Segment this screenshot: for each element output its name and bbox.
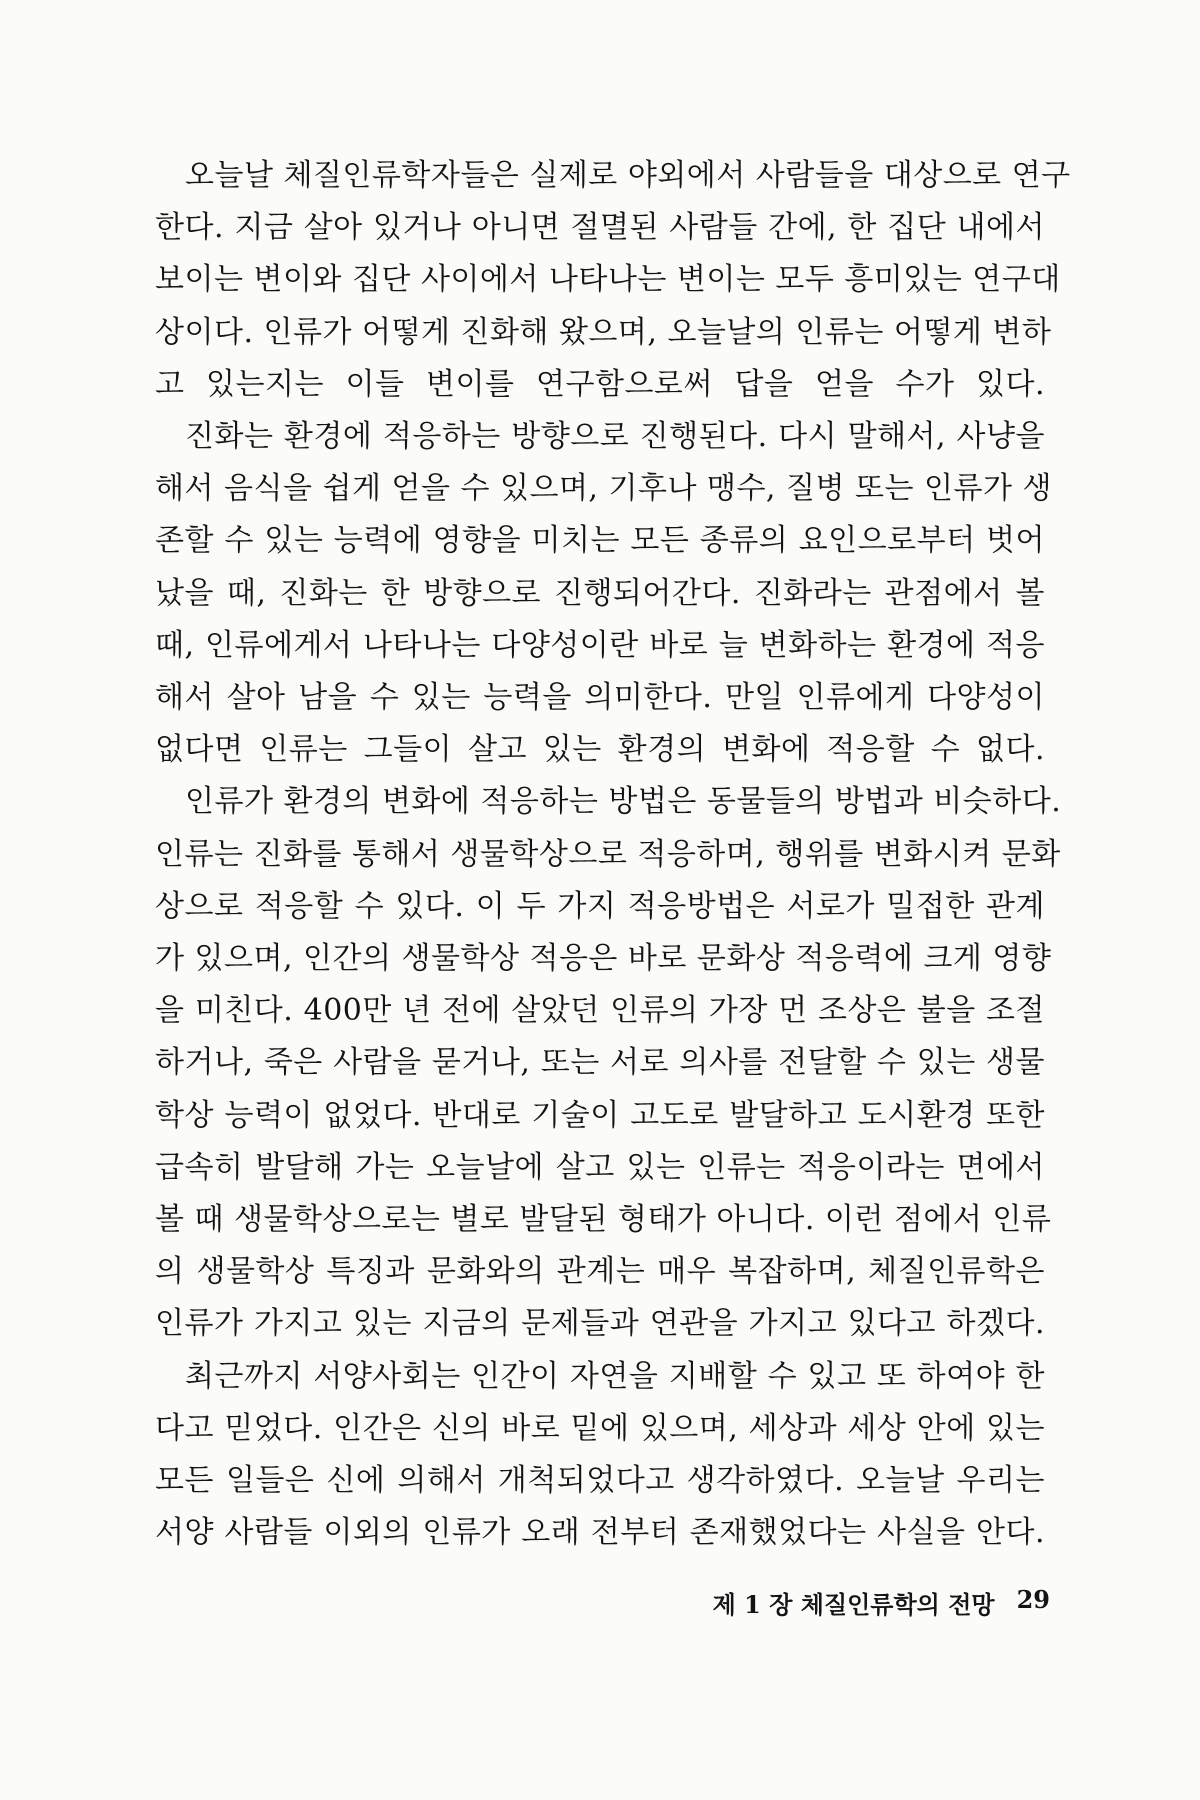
text-line: 하거나, 죽은 사람을 묻거나, 또는 서로 의사를 전달할 수 있는 생물 (155, 1045, 1045, 1081)
text-line: 을 미친다. 400만 년 전에 살았던 인류의 가장 먼 조상은 불을 조절 (155, 993, 1045, 1029)
paragraph (155, 150, 1071, 411)
text-line: 존할 수 있는 능력에 영향을 미치는 모든 종류의 요인으로부터 벗어 (155, 523, 1045, 559)
paragraph (155, 1351, 1045, 1560)
text-line: 인류는 진화를 통해서 생물학상으로 적응하며, 행위를 변화시켜 문화 (155, 836, 1061, 872)
text-line: 볼 때 생물학상으로는 별로 발달된 형태가 아니다. 이런 점에서 인류 (155, 1202, 1052, 1238)
text-line: 해서 살아 남을 수 있는 능력을 의미한다. 만일 인류에게 다양성이 (155, 680, 1045, 716)
text-line: 해서 음식을 쉽게 얻을 수 있으며, 기후나 맹수, 질병 또는 인류가 생 (155, 471, 1052, 507)
paragraph (155, 411, 1052, 776)
text-line: 없다면 인류는 그들이 살고 있는 환경의 변화에 적응할 수 없다. (155, 732, 1045, 768)
running-chapter-title: 제 1 장 체질인류학의 전망 (712, 1590, 995, 1619)
body-text (155, 150, 1071, 1559)
paragraph (155, 776, 1062, 1350)
text-line: 상으로 적응할 수 있다. 이 두 가지 적응방법은 서로가 밀접한 관계 (155, 888, 1045, 924)
text-line: 인류가 환경의 변화에 적응하는 방법은 동물들의 방법과 비슷하다. (185, 784, 1062, 820)
text-line: 한다. 지금 살아 있거나 아니면 절멸된 사람들 간에, 한 집단 내에서 (155, 210, 1045, 246)
text-line: 급속히 발달해 가는 오늘날에 살고 있는 인류는 적응이라는 면에서 (155, 1149, 1045, 1185)
text-line: 때, 인류에게서 나타나는 다양성이란 바로 늘 변화하는 환경에 적응 (155, 627, 1045, 663)
text-line: 모든 일들은 신에 의해서 개척되었다고 생각하였다. 오늘날 우리는 (155, 1463, 1045, 1499)
text-line: 최근까지 서양사회는 인간이 자연을 지배할 수 있고 또 하여야 한 (185, 1358, 1045, 1394)
text-line: 의 생물학상 특징과 문화와의 관계는 매우 복잡하며, 체질인류학은 (155, 1254, 1045, 1290)
text-line: 인류가 가지고 있는 지금의 문제들과 연관을 가지고 있다고 하겠다. (155, 1306, 1045, 1342)
text-line: 고 있는지는 이들 변이를 연구함으로써 답을 얻을 수가 있다. (155, 366, 1045, 402)
page-number: 29 (1016, 1585, 1050, 1614)
text-line: 서양 사람들 이외의 인류가 오래 전부터 존재했었다는 사실을 안다. (155, 1515, 1045, 1551)
page-footer (690, 1585, 1050, 1620)
text-line: 보이는 변이와 집단 사이에서 나타나는 변이는 모두 흥미있는 연구대 (155, 262, 1061, 298)
text-line: 진화는 환경에 적응하는 방향으로 진행된다. 다시 말해서, 사냥을 (185, 419, 1045, 455)
text-line: 났을 때, 진화는 한 방향으로 진행되어간다. 진화라는 관점에서 볼 (155, 575, 1045, 611)
text-line: 가 있으며, 인간의 생물학상 적응은 바로 문화상 적응력에 크게 영향 (155, 941, 1052, 977)
text-line: 다고 믿었다. 인간은 신의 바로 밑에 있으며, 세상과 세상 안에 있는 (155, 1410, 1045, 1446)
text-line: 학상 능력이 없었다. 반대로 기술이 고도로 발달하고 도시환경 또한 (155, 1097, 1045, 1133)
text-line: 상이다. 인류가 어떻게 진화해 왔으며, 오늘날의 인류는 어떻게 변하 (155, 314, 1052, 350)
text-line: 오늘날 체질인류학자들은 실제로 야외에서 사람들을 대상으로 연구 (185, 158, 1071, 193)
